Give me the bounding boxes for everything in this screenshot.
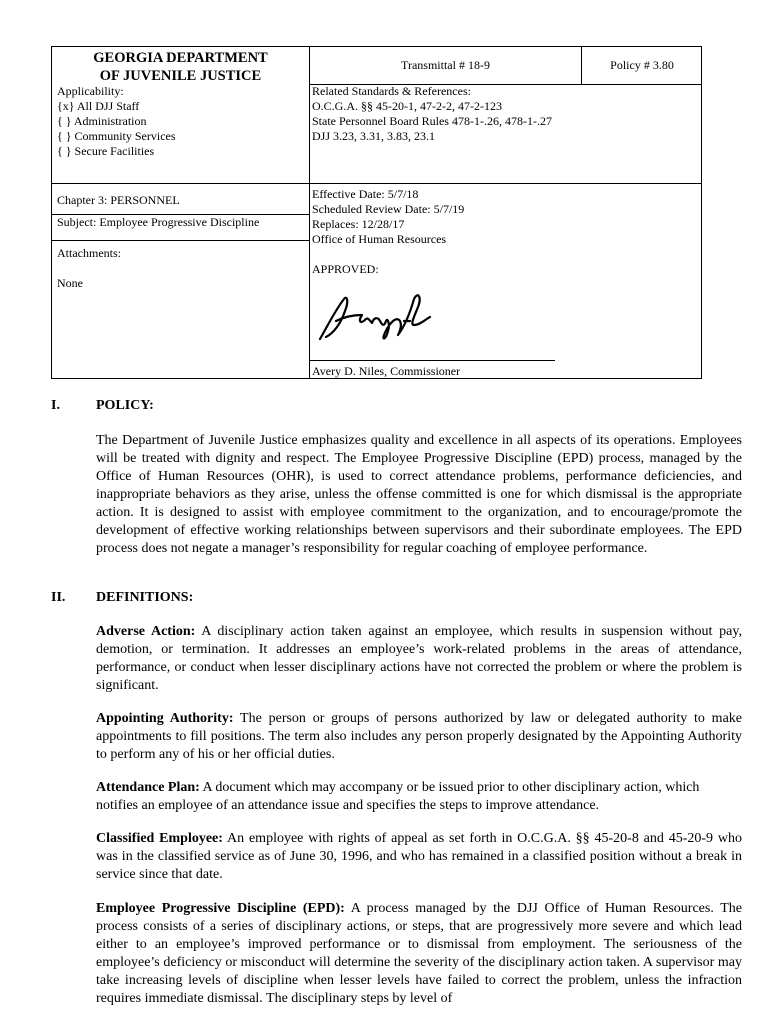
responsible-office: Office of Human Resources [312, 232, 447, 246]
approved-label: APPROVED: [312, 262, 379, 276]
org-line-2: OF JUVENILE JUSTICE [99, 68, 262, 84]
transmittal-number: Transmittal # 18-9 [401, 58, 490, 72]
section-title-definitions: DEFINITIONS: [96, 590, 194, 605]
reference-item: O.C.G.A. §§ 45-20-1, 47-2-2, 47-2-123 [312, 99, 502, 113]
references-title: Related Standards & References: [312, 84, 471, 98]
definition-text: A document which may accompany or be issued prior to other disciplinary action, which notifies an employee of an attendance issue and specifies the steps to improve attendance. [96, 780, 700, 813]
effective-date: Effective Date: 5/7/18 [312, 187, 419, 201]
signature-line [310, 360, 555, 361]
column-divider-left [309, 47, 310, 378]
definition-term: Appointing Authority: [96, 711, 234, 726]
policy-number: Policy # 3.80 [610, 58, 674, 72]
definition-term: Adverse Action: [96, 624, 196, 639]
section-title-policy: POLICY: [96, 398, 154, 413]
applicability-item: { } Administration [57, 114, 147, 128]
definition-text: The person or groups of persons authorized by law or delegated authority to make appointments to fill positions. The term also includes any person properly designated by the Appointing Authority to perform any of his or her official duties. [96, 711, 743, 762]
definition-term: Attendance Plan: [96, 780, 200, 795]
applicability-item: { } Secure Facilities [57, 144, 155, 158]
definition-text: A process managed by the DJJ Office of Human Resources. The process consists of a series of disciplinary actions, or steps, that are progressively more severe and which lead either to an employee’s improved performance or to dismissal from employment. The seriousness of the employee’s deficiency or misconduct will determine the severity of the disciplinary action taken. A supervisor may take increasing levels of discipline when lesser levels have failed to correct the problem, unless the infraction requires immediate dismissal. The disciplinary steps by level of [96, 901, 742, 1006]
definition-classified-employee [96, 830, 742, 884]
commissioner-signature [314, 291, 444, 346]
reference-item: DJJ 3.23, 3.31, 3.83, 23.1 [312, 129, 436, 143]
row-divider-middle [52, 183, 702, 184]
attachments-title: Attachments: [57, 246, 121, 260]
org-line-1: GEORGIA DEPARTMENT [93, 50, 268, 66]
definition-appointing-authority [96, 710, 742, 764]
policy-paragraph: The Department of Juvenile Justice emphasizes quality and excellence in all aspects of its operations. Employees will be treated with dignity and respect. The Employee Progressive Discipline (EPD) process, managed by the Office of Human Resources (OHR), is used to correct attendance problems, performance deficiencies, and inappropriate behaviors as they arise, unless the offense committed is one for which dismissal is the appropriate action. It is designed to assist with employee commitment to the organization, and to encourage/promote the development of effective working relationships between supervisors and their subordinate employees. The EPD process does not negate a manager’s responsibility for regular coaching of employee performance. [96, 433, 742, 556]
definition-text: An employee with rights of appeal as set forth in O.C.G.A. §§ 45-20-8 and 45-20-9 who was in the classified service as of June 30, 1996, and who has remained in a classified position without a break in service since that date. [96, 831, 742, 882]
applicability-item: {x} All DJJ Staff [57, 99, 140, 113]
commissioner-name: Avery D. Niles, Commissioner [312, 364, 461, 378]
chapter-label: Chapter 3: PERSONNEL [57, 193, 180, 207]
reference-item: State Personnel Board Rules 478-1-.26, 478-1-.27 [312, 114, 552, 128]
subject-label: Subject: Employee Progressive Discipline [57, 215, 260, 229]
definition-attendance-plan [96, 779, 742, 815]
policy-header-table [51, 46, 702, 379]
review-date: Scheduled Review Date: 5/7/19 [312, 202, 465, 216]
replaces-date: Replaces: 12/28/17 [312, 217, 405, 231]
row-divider-subject [52, 240, 309, 241]
definition-term: Classified Employee: [96, 831, 223, 846]
definition-text: A disciplinary action taken against an employee, which results in suspension without pay, demotion, or termination. It addresses an employee’s work-related problems in the areas of attendance, performance, or conduct when lesser disciplinary actions have not corrected the problem or where the problem is significant. [96, 624, 742, 693]
definition-epd [96, 900, 742, 1008]
applicability-title: Applicability: [57, 84, 124, 98]
organization-name [52, 49, 309, 85]
section-number-policy: I. [51, 398, 60, 413]
attachments-value: None [57, 276, 83, 290]
definition-term: Employee Progressive Discipline (EPD): [96, 901, 345, 916]
section-number-definitions: II. [51, 590, 66, 605]
definition-adverse-action [96, 623, 742, 695]
applicability-item: { } Community Services [57, 129, 176, 143]
